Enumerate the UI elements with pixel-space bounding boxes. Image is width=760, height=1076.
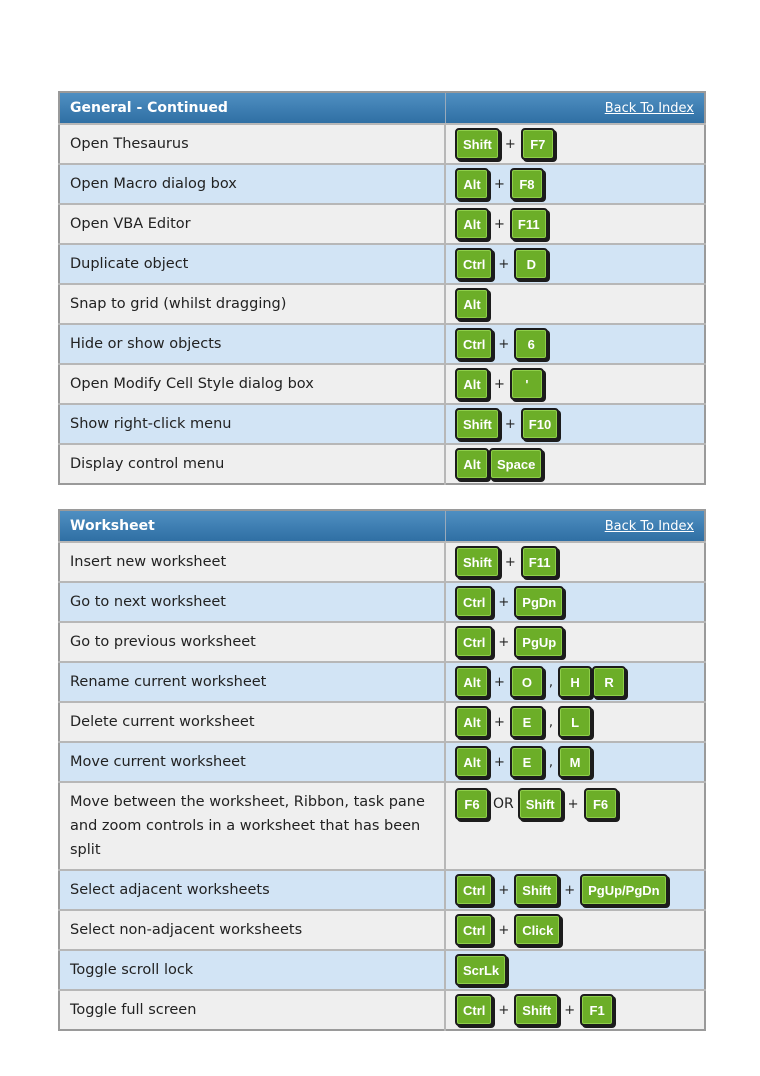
keyboard-key: F6 [584,788,618,820]
keyboard-key: L [558,706,592,738]
shortcut-description: Select non-adjacent worksheets [59,910,445,950]
shortcut-table [58,91,706,485]
shortcut-description: Toggle scroll lock [59,950,445,990]
plus-separator: + [494,714,505,730]
plus-separator: + [498,336,510,352]
keyboard-key: ScrLk [455,954,507,986]
keyboard-key: F10 [521,408,559,440]
keyboard-key: Alt [455,168,489,200]
table-row [59,990,705,1030]
shortcut-description: Snap to grid (whilst dragging) [59,284,445,324]
shortcut-keys [445,324,705,364]
key-combination [455,408,695,440]
key-combination [455,288,695,320]
keyboard-key: PgDn [514,586,564,618]
back-to-index-link[interactable]: Back To Index [604,519,694,534]
keyboard-key: Alt [455,288,489,320]
plus-separator: + [498,1002,510,1018]
table-row [59,164,705,204]
keyboard-key: Ctrl [455,874,493,906]
keyboard-key: F6 [455,788,489,820]
shortcut-keys [445,950,705,990]
table-row [59,324,705,364]
section-worksheet [58,509,704,1031]
keyboard-key: R [592,666,626,698]
shortcut-keys [445,702,705,742]
keyboard-key: Shift [455,408,500,440]
keyboard-key: Shift [514,874,559,906]
table-header-row [59,510,705,542]
key-combination [455,914,695,946]
keyboard-key: F8 [510,168,544,200]
key-combination [455,368,695,400]
section-title: Worksheet [59,510,445,542]
key-combination [455,746,695,778]
key-combination [455,168,695,200]
shortcut-description: Hide or show objects [59,324,445,364]
keyboard-key: Ctrl [455,586,493,618]
table-row [59,870,705,910]
keyboard-key: Alt [455,368,489,400]
shortcut-description: Rename current worksheet [59,662,445,702]
key-combination [455,666,695,698]
shortcut-keys [445,244,705,284]
keyboard-key: Alt [455,746,489,778]
table-row [59,582,705,622]
key-combination [455,954,695,986]
shortcut-description: Select adjacent worksheets [59,870,445,910]
table-row [59,950,705,990]
keyboard-key: Shift [455,128,500,160]
keyboard-key: D [514,248,548,280]
plus-separator: + [498,634,510,650]
shortcut-description: Show right-click menu [59,404,445,444]
plus-separator: + [498,594,510,610]
shortcut-description: Display control menu [59,444,445,484]
shortcut-keys [445,164,705,204]
section-title: General - Continued [59,92,445,124]
plus-separator: + [494,754,505,770]
plus-separator: + [504,416,516,432]
shortcut-description: Move between the worksheet, Ribbon, task pane and zoom controls in a worksheet that has been split [59,782,445,870]
comma-separator: , [548,714,554,730]
keyboard-key: Alt [455,706,489,738]
shortcut-keys [445,364,705,404]
comma-separator: , [548,674,554,690]
shortcut-keys [445,444,705,484]
shortcut-keys [445,622,705,662]
key-combination [455,788,695,820]
plus-separator: + [494,216,505,232]
shortcut-keys [445,582,705,622]
table-row [59,364,705,404]
shortcut-description: Open Macro dialog box [59,164,445,204]
table-row [59,622,705,662]
table-row [59,404,705,444]
table-row [59,542,705,582]
shortcut-keys [445,742,705,782]
key-combination [455,448,695,480]
back-to-index-link[interactable]: Back To Index [604,101,694,116]
shortcut-keys [445,404,705,444]
table-row [59,782,705,870]
keyboard-key: Space [489,448,543,480]
shortcut-keys [445,542,705,582]
table-header-row [59,92,705,124]
keyboard-key: PgUp [514,626,564,658]
shortcut-keys [445,870,705,910]
keyboard-key: Alt [455,208,489,240]
keyboard-key: E [510,706,544,738]
shortcut-description: Open Modify Cell Style dialog box [59,364,445,404]
section-general-continued [58,91,704,485]
shortcut-keys [445,284,705,324]
keyboard-key: PgUp/PgDn [580,874,668,906]
key-combination [455,208,695,240]
keyboard-key: E [510,746,544,778]
keyboard-key: Alt [455,666,489,698]
plus-separator: + [498,922,510,938]
key-combination [455,546,695,578]
plus-separator: + [504,554,516,570]
keyboard-key: M [558,746,592,778]
key-combination [455,128,695,160]
keyboard-key: F11 [510,208,548,240]
plus-separator: + [494,674,505,690]
table-row [59,124,705,164]
comma-separator: , [548,754,554,770]
keyboard-key: Shift [518,788,563,820]
key-combination [455,874,695,906]
shortcut-description: Open VBA Editor [59,204,445,244]
table-row [59,742,705,782]
table-row [59,910,705,950]
plus-separator: + [567,796,579,812]
keyboard-key: Shift [514,994,559,1026]
key-combination [455,626,695,658]
table-row [59,244,705,284]
shortcut-keys [445,990,705,1030]
or-separator: OR [493,796,514,812]
keyboard-key: Ctrl [455,994,493,1026]
keyboard-key: 6 [514,328,548,360]
keyboard-key: O [510,666,544,698]
plus-separator: + [498,256,510,272]
plus-separator: + [564,882,576,898]
shortcut-keys [445,662,705,702]
plus-separator: + [504,136,516,152]
table-row [59,284,705,324]
table-row [59,444,705,484]
shortcut-description: Delete current worksheet [59,702,445,742]
key-combination [455,586,695,618]
keyboard-key: Ctrl [455,626,493,658]
plus-separator: + [494,376,505,392]
plus-separator: + [498,882,510,898]
keyboard-key: F1 [580,994,614,1026]
shortcut-keys [445,782,705,870]
key-combination [455,706,695,738]
shortcut-description: Insert new worksheet [59,542,445,582]
shortcut-description: Move current worksheet [59,742,445,782]
keyboard-key: ' [510,368,544,400]
shortcut-keys [445,124,705,164]
key-combination [455,994,695,1026]
shortcut-keys [445,910,705,950]
table-row [59,662,705,702]
shortcut-description: Toggle full screen [59,990,445,1030]
keyboard-key: Click [514,914,561,946]
shortcut-description: Go to next worksheet [59,582,445,622]
keyboard-key: Ctrl [455,914,493,946]
key-combination [455,328,695,360]
table-row [59,702,705,742]
key-combination [455,248,695,280]
shortcut-description: Duplicate object [59,244,445,284]
plus-separator: + [564,1002,576,1018]
keyboard-key: Ctrl [455,248,493,280]
keyboard-key: F7 [521,128,555,160]
shortcut-table [58,509,706,1031]
shortcut-keys [445,204,705,244]
keyboard-key: F11 [521,546,559,578]
keyboard-key: H [558,666,592,698]
keyboard-key: Ctrl [455,328,493,360]
table-row [59,204,705,244]
keyboard-key: Shift [455,546,500,578]
plus-separator: + [494,176,505,192]
shortcut-description: Open Thesaurus [59,124,445,164]
keyboard-key: Alt [455,448,489,480]
shortcut-description: Go to previous worksheet [59,622,445,662]
